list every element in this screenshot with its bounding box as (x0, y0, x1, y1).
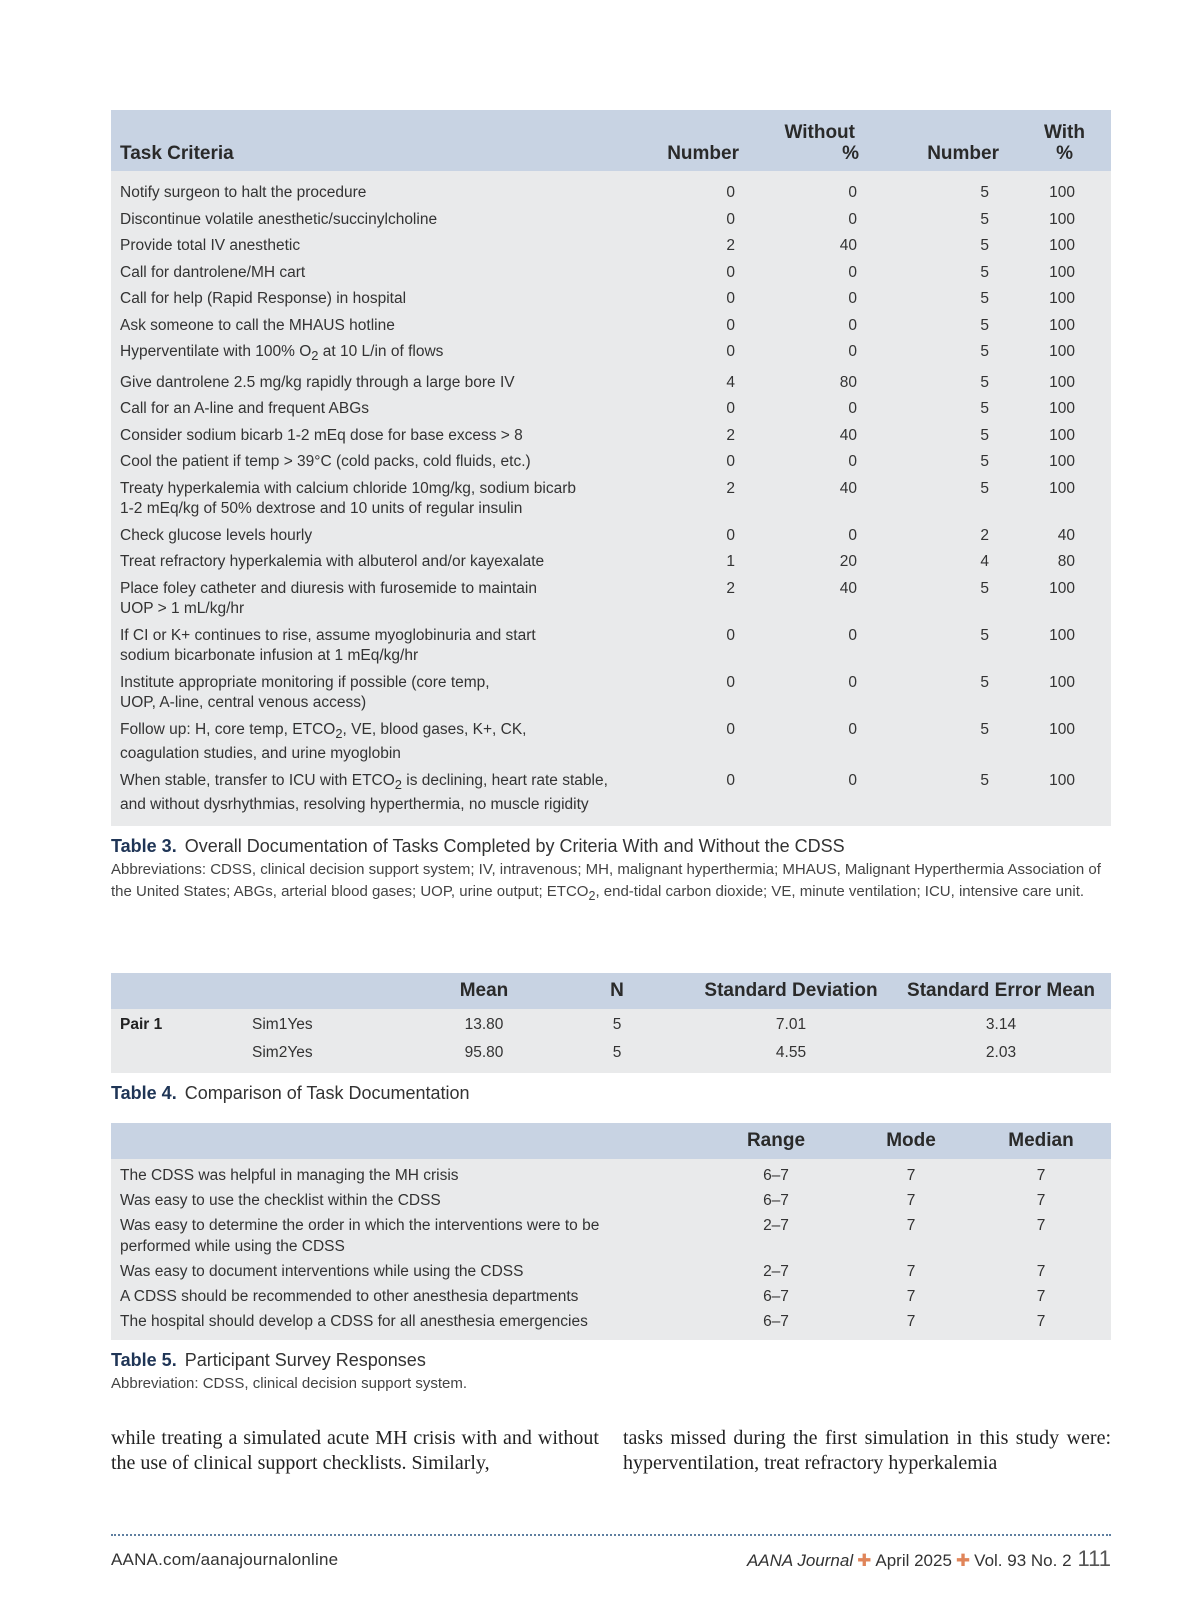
table-row (111, 717, 1111, 768)
range-value: 6–7 (763, 1313, 789, 1330)
n-header: N (543, 973, 691, 1009)
sem-value: 3.14 (985, 1016, 1017, 1033)
empty-cell (111, 1039, 245, 1073)
with-number: 5 (980, 210, 989, 228)
with-number: 5 (980, 290, 989, 307)
table-3 (111, 110, 1111, 826)
range-value: 2–7 (763, 1217, 789, 1234)
survey-statement: A CDSS should be recommended to other anesthesia departments (120, 1288, 579, 1305)
with-number: 5 (980, 343, 989, 360)
task-criteria: Discontinue volatile anesthetic/succinylcholine (120, 210, 438, 228)
median-header: Median (971, 1123, 1111, 1159)
without-number: 0 (726, 210, 735, 228)
table-row (111, 171, 1111, 207)
with-number: 5 (980, 263, 989, 281)
table-3-body (111, 171, 1111, 826)
without-percent: 40 (839, 237, 857, 254)
median-value: 7 (1036, 1263, 1046, 1280)
table-row (111, 260, 1111, 287)
body-text-left-column: while treating a simulated acute MH crisis with and without the use of clinical support checklists. Similarly, (111, 1427, 599, 1474)
with-percent: 100 (1049, 626, 1075, 644)
table-3-title: Overall Documentation of Tasks Completed by Criteria With and Without the CDSS (184, 835, 845, 856)
journal-citation (747, 1546, 1111, 1572)
table-5 (111, 1123, 1111, 1340)
task-criteria: Call for dantrolene/MH cart (120, 263, 306, 281)
table-5-title: Participant Survey Responses (184, 1350, 426, 1370)
without-percent: 0 (848, 526, 857, 544)
table-3-label: Table 3. (111, 835, 177, 856)
with-percent: 100 (1049, 210, 1075, 228)
with-percent: 100 (1049, 184, 1075, 201)
sem-header: Standard Error Mean (891, 973, 1111, 1009)
table-3-block (111, 110, 1111, 908)
mean-header: Mean (425, 973, 543, 1009)
table-row (111, 1259, 1111, 1284)
with-percent: 100 (1049, 453, 1075, 471)
without-percent: 0 (848, 263, 857, 281)
table-row (111, 339, 1111, 370)
without-number: 4 (726, 373, 735, 391)
with-number: 5 (980, 771, 989, 789)
pair-label: Pair 1 (120, 1016, 163, 1033)
with-number: 5 (980, 479, 989, 497)
task-criteria: Cool the patient if temp > 39°C (cold packs, cold fluids, etc.) (120, 453, 531, 471)
without-number-header: Number (631, 110, 739, 171)
with-percent: 100 (1049, 343, 1075, 360)
without-number: 0 (726, 316, 735, 334)
without-number: 0 (726, 626, 735, 644)
page-footer (111, 1546, 1111, 1574)
journal-url: AANA.com/aanajournalonline (111, 1550, 339, 1569)
without-percent: 0 (848, 343, 857, 360)
with-percent-header: With % (1009, 110, 1111, 171)
with-percent: 100 (1049, 316, 1075, 334)
with-number: 5 (980, 720, 989, 738)
without-number: 0 (726, 400, 735, 418)
without-percent: 40 (839, 426, 857, 444)
table-5-abbreviations: Abbreviation: CDSS, clinical decision support system. (111, 1375, 467, 1392)
table-row (111, 1159, 1111, 1188)
with-percent: 100 (1049, 290, 1075, 307)
median-value: 7 (1036, 1313, 1046, 1330)
table-3-caption (111, 836, 1111, 857)
mode-value: 7 (906, 1192, 916, 1209)
task-criteria: Institute appropriate monitoring if possible (core temp, UOP, A-line, central venous access) (120, 673, 490, 712)
without-percent: 40 (839, 579, 857, 597)
with-number: 5 (980, 579, 989, 597)
median-value: 7 (1036, 1288, 1046, 1305)
task-criteria: Call for help (Rapid Response) in hospital (120, 290, 407, 307)
survey-statement: The hospital should develop a CDSS for all anesthesia emergencies (120, 1313, 588, 1330)
median-value: 7 (1036, 1217, 1046, 1234)
table-5-block (111, 1123, 1111, 1396)
row-name: Sim2Yes (252, 1044, 313, 1061)
without-number: 0 (726, 184, 735, 201)
with-number: 5 (980, 373, 989, 391)
task-criteria: Check glucose levels hourly (120, 526, 313, 544)
without-number: 0 (726, 290, 735, 307)
table-row (111, 313, 1111, 340)
mean-value: 13.80 (464, 1016, 504, 1033)
without-number: 0 (726, 673, 735, 691)
mode-value: 7 (906, 1263, 916, 1280)
task-criteria: Give dantrolene 2.5 mg/kg rapidly through a large bore IV (120, 373, 515, 391)
mode-value: 7 (906, 1313, 916, 1330)
with-number: 5 (980, 453, 989, 471)
without-percent: 0 (848, 453, 857, 471)
task-criteria: Call for an A-line and frequent ABGs (120, 400, 370, 418)
table-row (111, 523, 1111, 550)
table-4-caption (111, 1083, 1111, 1104)
sem-value: 2.03 (985, 1044, 1017, 1061)
table-row (111, 396, 1111, 423)
table-row (111, 207, 1111, 234)
median-value: 7 (1036, 1192, 1046, 1209)
task-criteria: Hyperventilate with 100% $O_2$ at 10 L/in of flows (120, 343, 444, 364)
without-number: 2 (726, 479, 735, 497)
table-row (111, 423, 1111, 450)
task-criteria: Treat refractory hyperkalemia with albuterol and/or kayexalate (120, 553, 545, 571)
mode-value: 7 (906, 1288, 916, 1305)
body-text-right-column: tasks missed during the first simulation in this study were: hyperventilation, treat refractory hyperkalemia (623, 1427, 1111, 1474)
survey-statement: Was easy to determine the order in which the interventions were to be performed while using the CDSS (120, 1217, 600, 1255)
without-percent: 0 (848, 290, 857, 307)
table-row (111, 286, 1111, 313)
n-value: 5 (612, 1044, 622, 1061)
sd-value: 7.01 (775, 1016, 807, 1033)
task-criteria-header: Task Criteria (111, 110, 631, 171)
table-row (111, 768, 1111, 826)
table-5-body (111, 1159, 1111, 1340)
without-number: 0 (726, 453, 735, 471)
table-4-block (111, 973, 1111, 1104)
table-row (111, 1284, 1111, 1309)
table-5-label: Table 5. (111, 1350, 177, 1370)
table-4-header (111, 973, 1111, 1009)
without-number: 2 (726, 579, 735, 597)
mode-header: Mode (851, 1123, 971, 1159)
survey-statement: The CDSS was helpful in managing the MH crisis (120, 1167, 459, 1184)
without-number: 0 (726, 526, 735, 544)
table-row (111, 1009, 1111, 1039)
without-number: 0 (726, 263, 735, 281)
with-percent: 80 (1057, 553, 1075, 571)
with-percent: 100 (1049, 400, 1075, 418)
task-criteria: Treaty hyperkalemia with calcium chloride 10mg/kg, sodium bicarb 1-2 mEq/kg of 50% dextrose and 10 units of regular insulin (120, 479, 577, 518)
sd-header: Standard Deviation (691, 973, 891, 1009)
table-row (111, 449, 1111, 476)
range-value: 6–7 (763, 1288, 789, 1305)
with-percent: 40 (1057, 526, 1075, 544)
without-percent: 0 (848, 210, 857, 228)
mode-value: 7 (906, 1217, 916, 1234)
with-percent: 100 (1049, 373, 1075, 391)
with-percent: 100 (1049, 237, 1075, 254)
table-3-abbreviations: Abbreviations: CDSS, clinical decision support system; IV, intravenous; MH, malignant hyperthermia; MHAUS, Malignant Hyperthermia Association of the United States; ABGs, arterial blood gases; UOP, urine output; $ETCO_2$, end-tidal carbon dioxide; VE, minute ventilation; ICU, intensive care unit. (111, 860, 1101, 904)
sd-value: 4.55 (775, 1044, 807, 1061)
without-percent-header: Without % (739, 110, 867, 171)
median-value: 7 (1036, 1167, 1046, 1184)
row-name: Sim1Yes (252, 1016, 313, 1033)
without-percent: 0 (848, 626, 857, 644)
table-4-title: Comparison of Task Documentation (184, 1083, 470, 1103)
without-percent: 20 (839, 553, 857, 571)
with-number: 5 (980, 673, 989, 691)
without-percent: 0 (848, 720, 857, 738)
mean-value: 95.80 (464, 1044, 504, 1061)
with-number: 4 (980, 553, 989, 571)
without-number: 0 (726, 771, 735, 789)
with-number-header: Number (867, 110, 1009, 171)
task-criteria: Consider sodium bicarb 1-2 mEq dose for base excess > 8 (120, 426, 523, 444)
range-value: 6–7 (763, 1167, 789, 1184)
table-4-label: Table 4. (111, 1083, 177, 1103)
table-row (111, 576, 1111, 623)
table-row (111, 476, 1111, 523)
range-value: 6–7 (763, 1192, 789, 1209)
with-number: 5 (980, 626, 989, 644)
table-row (111, 549, 1111, 576)
volume: Vol. 93 (974, 1551, 1027, 1570)
empty-header (245, 973, 425, 1009)
without-number: 2 (726, 237, 735, 254)
mode-value: 7 (906, 1167, 916, 1184)
journal-name: AANA Journal (746, 1551, 854, 1570)
without-percent: 0 (848, 400, 857, 418)
table-row (111, 1309, 1111, 1340)
table-row (111, 1188, 1111, 1213)
without-percent: 0 (848, 316, 857, 334)
task-criteria: Ask someone to call the MHAUS hotline (120, 316, 395, 334)
task-criteria: Provide total IV anesthetic (120, 237, 301, 254)
footer-dotted-rule (111, 1534, 1111, 1536)
task-criteria: Place foley catheter and diuresis with furosemide to maintain UOP > 1 mL/kg/hr (120, 579, 537, 618)
task-criteria: If CI or K+ continues to rise, assume myoglobinuria and start sodium bicarbonate infusion at 1 mEq/kg/hr (120, 626, 536, 665)
table-4 (111, 973, 1111, 1073)
cross-separator-icon: ✚ (955, 1551, 971, 1570)
page-number: 111 (1077, 1546, 1111, 1571)
table-row (111, 1039, 1111, 1073)
with-percent: 100 (1049, 673, 1075, 691)
with-number: 5 (980, 237, 989, 254)
survey-statement: Was easy to document interventions while using the CDSS (120, 1263, 524, 1280)
with-number: 5 (980, 400, 989, 418)
range-header: Range (701, 1123, 851, 1159)
task-criteria: Follow up: H, core temp, $ETCO_2$, VE, blood gases, K+, CK, coagulation studies, and urine myoglobin (120, 720, 527, 763)
empty-header (111, 973, 245, 1009)
without-number: 2 (726, 426, 735, 444)
empty-header (111, 1123, 701, 1159)
issue-date: April 2025 (875, 1551, 952, 1570)
table-row (111, 623, 1111, 670)
with-number: 5 (980, 316, 989, 334)
without-percent: 80 (839, 373, 857, 391)
without-number: 1 (726, 553, 735, 571)
without-number: 0 (726, 343, 735, 360)
with-percent: 100 (1049, 579, 1075, 597)
survey-statement: Was easy to use the checklist within the CDSS (120, 1192, 441, 1209)
without-percent: 0 (848, 673, 857, 691)
table-row (111, 1213, 1111, 1259)
table-5-caption (111, 1350, 1111, 1371)
without-percent: 40 (839, 479, 857, 497)
table-5-header (111, 1123, 1111, 1159)
task-criteria: Notify surgeon to halt the procedure (120, 184, 367, 201)
without-percent: 0 (848, 771, 857, 789)
range-value: 2–7 (763, 1263, 789, 1280)
with-percent: 100 (1049, 771, 1075, 789)
with-percent: 100 (1049, 720, 1075, 738)
n-value: 5 (612, 1016, 622, 1033)
without-number: 0 (726, 720, 735, 738)
with-number: 5 (980, 426, 989, 444)
with-number: 2 (980, 526, 989, 544)
issue-number: No. 2 (1030, 1551, 1072, 1570)
table-row (111, 670, 1111, 717)
table-row (111, 370, 1111, 397)
with-number: 5 (980, 184, 989, 201)
with-percent: 100 (1049, 479, 1075, 497)
with-percent: 100 (1049, 263, 1075, 281)
without-percent: 0 (848, 184, 857, 201)
cross-separator-icon: ✚ (857, 1551, 872, 1570)
with-percent: 100 (1049, 426, 1075, 444)
table-3-header (111, 110, 1111, 171)
table-row (111, 233, 1111, 260)
task-criteria: When stable, transfer to ICU with $ETCO_2$ is declining, heart rate stable, and without dysrhythmias, resolving hyperthermia, no muscle rigidity (120, 771, 608, 814)
